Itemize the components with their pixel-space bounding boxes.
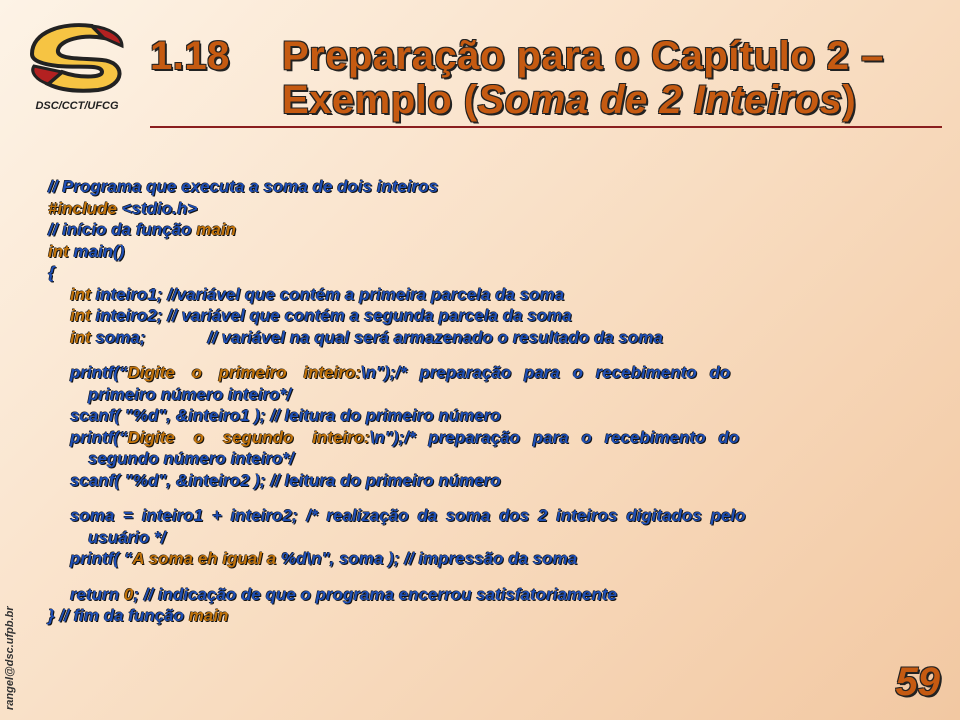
comment-text: // impressão da soma (404, 549, 578, 568)
comment-text: primeiro número inteiro*/ (88, 384, 292, 404)
code-line (48, 505, 920, 527)
code-line (48, 284, 920, 306)
comment-text: segundo número inteiro*/ (88, 449, 294, 468)
declaration-text: inteiro1; (95, 284, 168, 304)
declaration-text: inteiro2; (95, 306, 168, 325)
comment-text: // fim da função (59, 606, 189, 625)
comment-text: // indicação de que o programa encerrou satisfatoriamente (143, 584, 618, 604)
keyword-text: int (70, 284, 96, 304)
comment-text: //variável que contém a primeira parcela da soma (167, 284, 565, 304)
preprocessor-text: #include (48, 198, 122, 218)
keyword-text: return (70, 584, 124, 604)
comment-text: // variável na qual será armazenado o resultado da soma (207, 327, 663, 347)
keyword-text: int (70, 306, 96, 325)
title-highlight: Soma de 2 Inteiros (477, 78, 843, 122)
call-text: scanf( "%d", &inteiro1 ); (70, 406, 271, 425)
page-title (150, 34, 940, 122)
keyword-text: int (48, 241, 74, 261)
comment-keyword: main (196, 220, 236, 239)
title-line2-prefix: Exemplo ( (282, 78, 478, 122)
title-number: 1.18 (150, 34, 230, 78)
brace-text: } (48, 606, 60, 625)
call-text: printf( “ (70, 549, 133, 568)
code-line (48, 470, 920, 492)
string-text: Digite o segundo inteiro: (127, 427, 370, 447)
code-line (48, 584, 920, 606)
comment-text: // leitura do primeiro número (270, 406, 501, 425)
include-file-text: <stdio.h> (121, 198, 198, 218)
comment-text: // variável que contém a segunda parcela da soma (167, 306, 572, 325)
code-line (48, 405, 920, 427)
comment-text: // início da função (48, 220, 197, 239)
code-line (48, 527, 920, 549)
page-number: 59 (895, 660, 940, 704)
number-text: 0 (123, 584, 134, 604)
call-text: %d\n", soma ); (280, 549, 405, 568)
code-line (48, 176, 920, 198)
comment-text: /* preparação para o recebimento do (404, 427, 740, 447)
call-text: scanf( "%d", &inteiro2 ); (70, 470, 271, 490)
keyword-text: int (70, 327, 96, 347)
code-line (48, 448, 920, 470)
declaration-text: soma; (95, 327, 146, 347)
brace-text: { (48, 263, 55, 282)
comment-text: // Programa que executa a soma de dois inteiros (48, 177, 439, 196)
comment-text: /* preparação para o recebimento do (395, 363, 731, 382)
code-line (48, 327, 920, 349)
title-line1: Preparação para o Capítulo 2 – (282, 34, 884, 78)
call-text: \n"); (361, 363, 396, 382)
title-rule (150, 126, 942, 128)
title-line2-suffix: ) (842, 78, 857, 122)
call-text: \n"); (369, 427, 405, 447)
author-email: rangel@dsc.ufpb.br (4, 606, 16, 710)
code-line (48, 241, 920, 263)
comment-keyword: main (188, 606, 229, 625)
statement-text: soma = inteiro1 + inteiro2; (70, 506, 307, 525)
code-line (48, 362, 920, 384)
code-line (48, 262, 920, 284)
comment-text: // leitura do primeiro número (270, 470, 501, 490)
logo-caption: DSC/CCT/UFCG (35, 100, 119, 112)
code-line (48, 384, 920, 406)
code-line (48, 305, 920, 327)
call-text: printf(“ (70, 363, 128, 382)
code-line (48, 548, 920, 570)
code-line (48, 605, 920, 627)
call-text: printf(“ (70, 427, 128, 447)
string-text: Digite o primeiro inteiro: (127, 363, 361, 382)
function-text: main() (73, 241, 125, 261)
string-text: A soma eh igual a (132, 549, 281, 568)
code-line (48, 219, 920, 241)
code-listing (48, 176, 920, 627)
comment-text: usuário */ (88, 527, 166, 547)
code-line (48, 427, 920, 449)
punctuation-text: ; (133, 584, 144, 604)
code-line (48, 198, 920, 220)
dsc-logo (22, 14, 132, 94)
comment-text: /* realização da soma dos 2 inteiros digitados pelo (306, 506, 746, 525)
